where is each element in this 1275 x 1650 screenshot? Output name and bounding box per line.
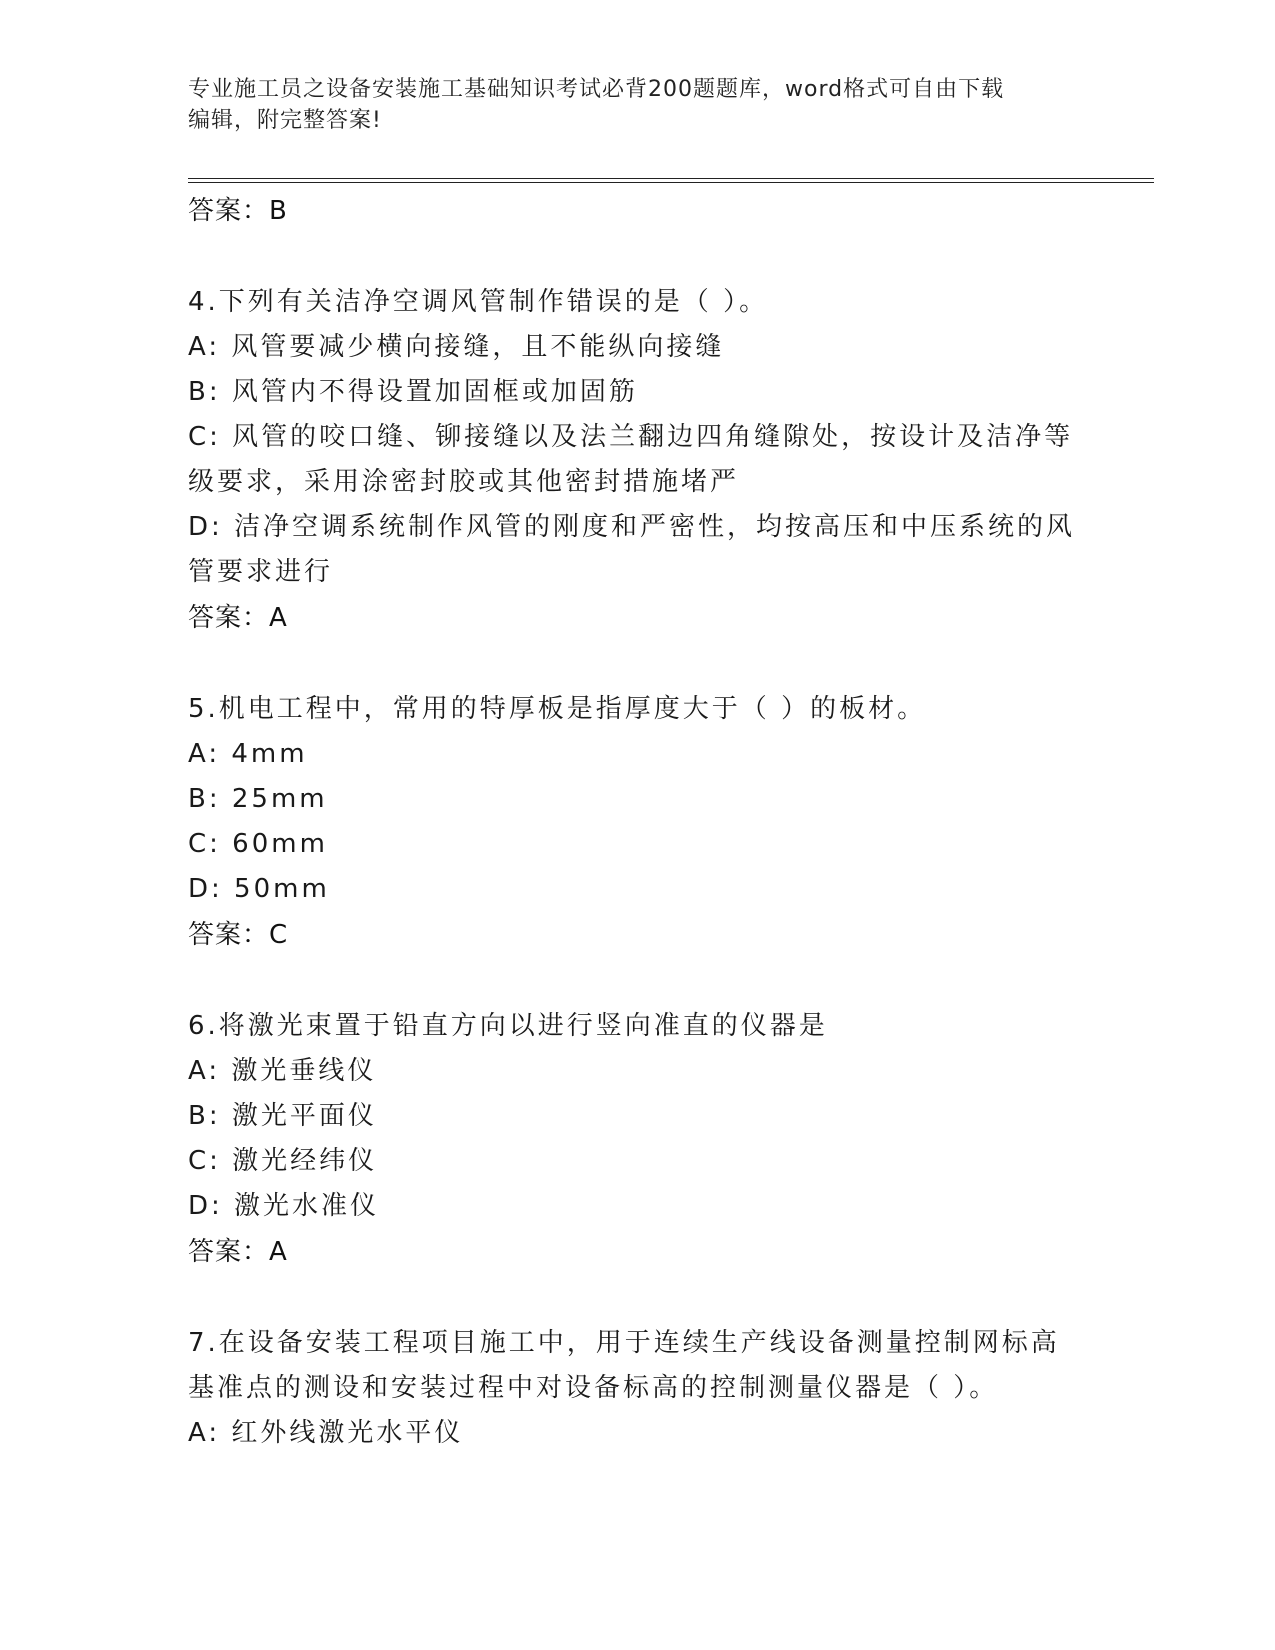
question-answer: 答案：A	[188, 603, 288, 633]
document-header	[188, 74, 1088, 136]
question-stem-continued: 基准点的测设和安装过程中对设备标高的控制测量仪器是（ ）。	[188, 1373, 999, 1403]
header-line-1: 专业施工员之设备安装施工基础知识考试必背200题题库，word格式可自由下载	[188, 77, 1005, 102]
option-b: B: 25mm	[188, 784, 328, 814]
option-a: A: 风管要减少横向接缝，且不能纵向接缝	[188, 332, 725, 362]
option-c: C: 60mm	[188, 829, 328, 859]
question-stem: 5.机电工程中，常用的特厚板是指厚度大于（ ）的板材。	[188, 694, 927, 724]
option-c: C: 激光经纬仪	[188, 1146, 378, 1176]
option-a: A: 激光垂线仪	[188, 1056, 377, 1086]
question-stem: 6.将激光束置于铅直方向以进行竖向准直的仪器是	[188, 1011, 828, 1041]
question-list	[188, 188, 1088, 1456]
question-answer: 答案：A	[188, 1237, 288, 1267]
question-answer: 答案：C	[188, 920, 289, 950]
question-7	[188, 1321, 1088, 1456]
option-c: C: 风管的咬口缝、铆接缝以及法兰翻边四角缝隙处，按设计及洁净等	[188, 422, 1074, 452]
option-a: A: 4mm	[188, 739, 308, 769]
spacer	[188, 1275, 1088, 1321]
question-6	[188, 1004, 1088, 1275]
option-b: B: 激光平面仪	[188, 1101, 377, 1131]
question-5	[188, 687, 1088, 958]
answer-previous: 答案：B	[188, 196, 288, 226]
spacer	[188, 958, 1088, 1004]
option-d-continued: 管要求进行	[188, 557, 334, 587]
option-b: B: 风管内不得设置加固框或加固筋	[188, 377, 638, 407]
question-4	[188, 280, 1088, 641]
question-stem: 4.下列有关洁净空调风管制作错误的是（ ）。	[188, 287, 769, 317]
option-a: A: 红外线激光水平仪	[188, 1418, 464, 1448]
option-d: D: 50mm	[188, 874, 330, 904]
question-stem: 7.在设备安装工程项目施工中，用于连续生产线设备测量控制网标高	[188, 1328, 1060, 1358]
option-d: D: 洁净空调系统制作风管的刚度和严密性，均按高压和中压系统的风	[188, 512, 1076, 542]
option-d: D: 激光水准仪	[188, 1191, 380, 1221]
header-line-2: 编辑，附完整答案!	[188, 108, 382, 133]
option-c-continued: 级要求，采用涂密封胶或其他密封措施堵严	[188, 467, 740, 497]
header-double-rule	[188, 178, 1154, 183]
spacer	[188, 234, 1088, 280]
spacer	[188, 641, 1088, 687]
